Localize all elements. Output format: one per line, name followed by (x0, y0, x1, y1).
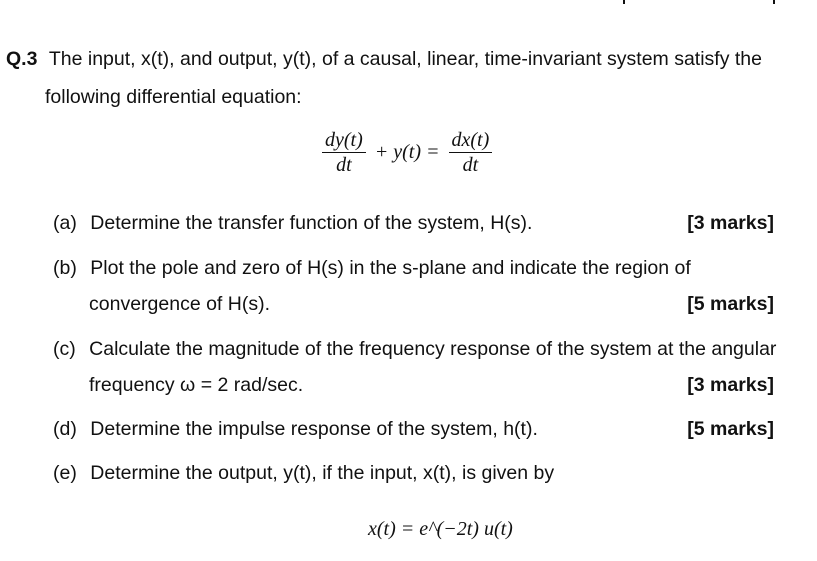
question-number: Q.3 (6, 48, 38, 70)
part-e-text: Determine the output, y(t), if the input, x(t), is given by (90, 462, 555, 484)
part-a-marks: [3 marks] (687, 212, 774, 234)
part-d-label: (d) (53, 418, 77, 440)
part-a-label: (a) (53, 212, 77, 234)
rhs-numerator: dx(t) (449, 128, 493, 153)
lhs-denominator: dt (336, 154, 352, 176)
part-a (53, 212, 532, 235)
lhs-fraction (322, 128, 366, 177)
part-d-marks: [5 marks] (687, 418, 774, 440)
part-e (53, 462, 554, 485)
differential-equation (322, 128, 492, 177)
part-d-text: Determine the impulse response of the system, h(t). (90, 418, 538, 440)
question-intro (6, 48, 762, 71)
cropped-bracket-right (773, 0, 775, 4)
intro-line-1: The input, x(t), and output, y(t), of a causal, linear, time-invariant system satisfy the (48, 48, 762, 70)
part-b (53, 257, 691, 280)
lhs-numerator: dy(t) (322, 128, 366, 153)
equation-middle: + y(t) = (374, 141, 440, 163)
part-c-text-line2: frequency ω = 2 rad/sec. (89, 374, 304, 396)
part-d (53, 418, 538, 441)
part-c-label: (c) (53, 338, 76, 360)
intro-line-2: following differential equation: (45, 86, 302, 108)
rhs-denominator: dt (462, 154, 479, 176)
part-b-text-line2: convergence of H(s). (89, 293, 270, 315)
part-e-label: (e) (53, 462, 77, 484)
part-b-label: (b) (53, 257, 77, 279)
part-b-text-line1: Plot the pole and zero of H(s) in the s-plane and indicate the region of (90, 257, 691, 279)
part-c-marks: [3 marks] (687, 374, 774, 396)
cropped-bracket-left (623, 0, 625, 4)
part-c (53, 338, 776, 361)
part-b-marks: [5 marks] (687, 293, 774, 315)
rhs-fraction (449, 128, 493, 177)
part-c-text-line1: Calculate the magnitude of the frequency response of the system at the angular (89, 338, 777, 360)
input-equation: x(t) = e^(−2t) u(t) (368, 518, 513, 540)
part-a-text: Determine the transfer function of the system, H(s). (90, 212, 533, 234)
